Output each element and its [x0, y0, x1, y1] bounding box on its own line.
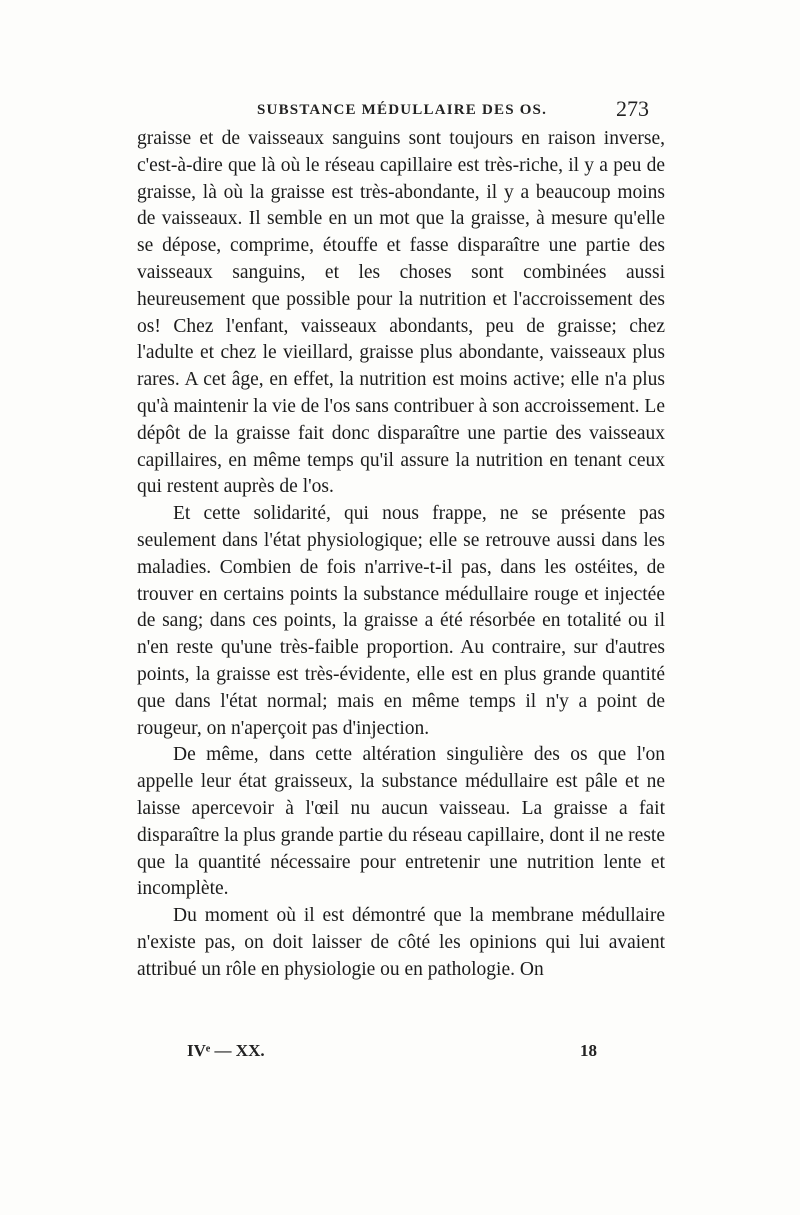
- paragraph-3: De même, dans cette altération singulière des os que l'on appelle leur état graisseux, la substance médullaire est pâle et ne laisse apercevoir à l'œil nu aucun vaisseau. La graisse a fait disparaître la plus grande partie du réseau capillaire, dont il ne reste que la quantité nécessaire pour entretenir une nutrition lente et incomplète.: [137, 744, 665, 900]
- running-title: SUBSTANCE MÉDULLAIRE DES OS.: [257, 102, 548, 118]
- paragraph-2: Et cette solidarité, qui nous frappe, ne se présente pas seulement dans l'état physiologique; elle se retrouve aussi dans les maladies. Combien de fois n'arrive-t-il pas, dans les ostéites, de trouver en certains points la substance médullaire rouge et injectée de sang; dans ces points, la graisse a été résorbée en totalité ou il n'en reste qu'une très-faible proportion. Au contraire, sur d'autres points, la graisse est très-évidente, elle est en plus grande quantité que dans l'état normal; mais en même temps il n'y a point de rougeur, on n'aperçoit pas d'injection.: [137, 503, 665, 739]
- body-text: [137, 126, 665, 984]
- paragraph-4: Du moment où il est démontré que la membrane médullaire n'existe pas, on doit laisser de côté les opinions qui lui avaient attribué un rôle en physiologie ou en pathologie. On: [137, 905, 665, 980]
- running-head: [137, 96, 657, 124]
- signature-mark: IVᵉ — XX.: [187, 1041, 265, 1060]
- page-number: 273: [616, 96, 649, 121]
- signature-number: 18: [580, 1041, 597, 1060]
- signature-line: [137, 1041, 665, 1067]
- paragraph-1: graisse et de vaisseaux sanguins sont toujours en raison inverse, c'est-à-dire que là où le réseau capillaire est très-riche, il y a peu de graisse, là où la graisse est très-abondante, il y a beaucoup moins de vaisseaux. Il semble en un mot que la graisse, à mesure qu'elle se dépose, comprime, étouffe et fasse disparaître une partie des vaisseaux sanguins, et les choses sont combinées aussi heureusement que possible pour la nutrition et l'accroissement des os! Chez l'enfant, vaisseaux abondants, peu de graisse; chez l'adulte et chez le vieillard, graisse plus abondante, vaisseaux plus rares. A cet âge, en effet, la nutrition est moins active; elle n'a plus qu'à maintenir la vie de l'os sans contribuer à son accroissement. Le dépôt de la graisse fait donc disparaître une partie des vaisseaux capillaires, en même temps qu'il assure la nutrition en tenant ceux qui restent auprès de l'os.: [137, 128, 665, 498]
